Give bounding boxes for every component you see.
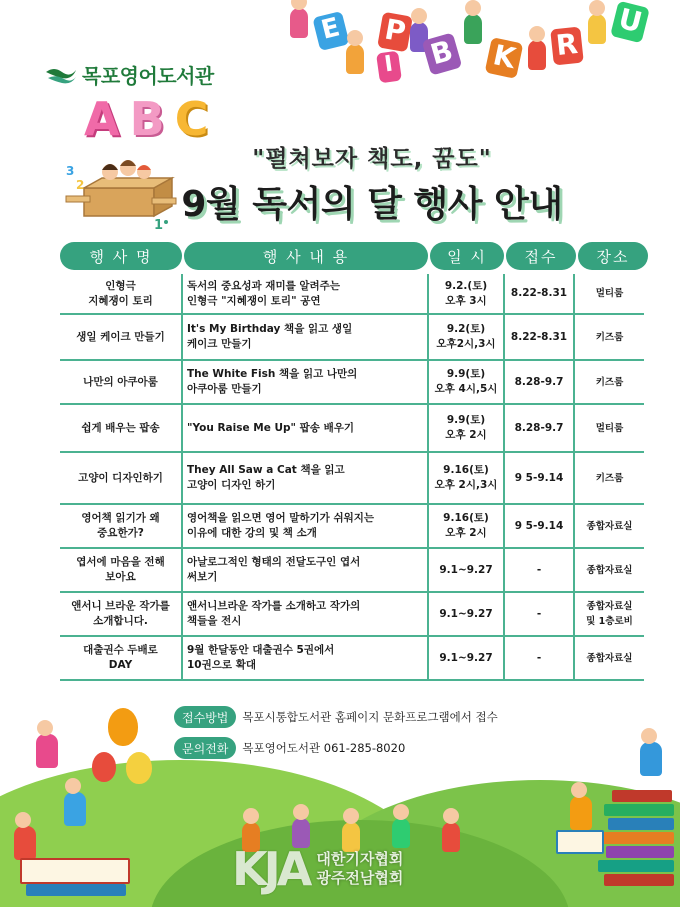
- balloon: [108, 708, 138, 746]
- header-event-name: 행 사 명: [60, 242, 182, 270]
- library-name: 목포영어도서관: [82, 64, 214, 88]
- register-text: 목포시통합도서관 홈페이지 문화프로그램에서 접수: [242, 710, 498, 724]
- table-row: [60, 452, 644, 504]
- event-name: 나만의 아쿠아룸: [60, 360, 182, 404]
- event-registration: 9 5-9.14: [504, 504, 574, 548]
- letter-e: E: [312, 11, 349, 51]
- book: [612, 790, 672, 802]
- event-place: 멀티룸: [574, 404, 644, 452]
- table-header: [60, 242, 644, 270]
- book: [606, 846, 674, 858]
- open-book: [556, 830, 604, 854]
- plane-number-3: 3: [66, 164, 75, 178]
- letter-b: B: [129, 92, 165, 146]
- event-table-body: [60, 274, 644, 681]
- watermark-line-1: 대한기자협회: [316, 850, 404, 868]
- kid-figure: [528, 40, 546, 70]
- kid-figure: [346, 44, 364, 74]
- letter-c: C: [174, 92, 209, 146]
- event-content: It's My Birthday 책을 읽고 생일 케이크 만들기: [182, 314, 428, 360]
- phone-label: 문의전화: [174, 737, 236, 759]
- letter-b: B: [422, 32, 463, 75]
- event-place: 종합자료실: [574, 548, 644, 592]
- abc-balloons: [84, 92, 209, 146]
- kid-figure: [570, 796, 592, 830]
- library-logo-icon: [44, 64, 78, 86]
- watermark-logo: KJA: [232, 842, 309, 896]
- letter-a: A: [84, 92, 120, 146]
- plane-number-1: 1: [154, 218, 164, 233]
- kid-figure: [14, 826, 36, 860]
- event-content: "You Raise Me Up" 팝송 배우기: [182, 404, 428, 452]
- event-place: 종합자료실 및 1층로비: [574, 592, 644, 636]
- event-content: 독서의 중요성과 재미를 알려주는 인형극 "지혜쟁이 토리" 공연: [182, 274, 428, 314]
- event-content: 9월 한달동안 대출권수 5권에서 10권으로 확대: [182, 636, 428, 680]
- header-date: 일 시: [430, 242, 504, 270]
- kid-figure: [64, 792, 86, 826]
- book: [26, 884, 126, 896]
- kid-figure: [36, 734, 58, 768]
- kid-figure: [588, 14, 606, 44]
- register-info: [174, 706, 498, 728]
- letter-u: U: [610, 1, 650, 44]
- event-date: 9.2.(토) 오후 3시: [428, 274, 504, 314]
- event-date: 9.9(토) 오후 2시: [428, 404, 504, 452]
- event-content: 아날로그적인 형태의 전달도구인 엽서 써보기: [182, 548, 428, 592]
- book: [608, 818, 674, 830]
- event-name: 고양이 디자인하기: [60, 452, 182, 504]
- table-row: [60, 404, 644, 452]
- kid-figure: [464, 14, 482, 44]
- event-content: 영어책을 읽으면 영어 말하기가 쉬워지는 이유에 대한 강의 및 책 소개: [182, 504, 428, 548]
- header-registration: 접수: [506, 242, 576, 270]
- event-content: The White Fish 책을 읽고 나만의 아쿠아룸 만들기: [182, 360, 428, 404]
- slogan: "펼쳐보자 책도, 꿈도": [252, 146, 492, 172]
- book: [604, 804, 674, 816]
- header-place: 장소: [578, 242, 648, 270]
- kid-figure: [290, 8, 308, 38]
- table-row: [60, 636, 644, 680]
- event-name: 인형극 지혜쟁이 토리: [60, 274, 182, 314]
- event-place: 키즈룸: [574, 360, 644, 404]
- phone-text: 목포영어도서관 061-285-8020: [242, 741, 406, 755]
- event-date: 9.9(토) 오후 4시,5시: [428, 360, 504, 404]
- event-name: 쉽게 배우는 팝송: [60, 404, 182, 452]
- table-row: [60, 274, 644, 314]
- balloon: [92, 752, 116, 782]
- table-row: [60, 314, 644, 360]
- event-registration: 8.22-8.31: [504, 314, 574, 360]
- event-registration: -: [504, 636, 574, 680]
- event-content: 앤서니브라운 작가를 소개하고 작가의 책들을 전시: [182, 592, 428, 636]
- table-row: [60, 360, 644, 404]
- table-row: [60, 504, 644, 548]
- event-date: 9.16(토) 오후 2시: [428, 504, 504, 548]
- event-name: 영어책 읽기가 왜 중요한가?: [60, 504, 182, 548]
- event-name: 엽서에 마음을 전해 보아요: [60, 548, 182, 592]
- register-label: 접수방법: [174, 706, 236, 728]
- event-place: 종합자료실: [574, 504, 644, 548]
- book: [604, 874, 674, 886]
- letter-i: I: [376, 51, 402, 84]
- letter-r: R: [550, 27, 584, 66]
- kid-figure: [442, 822, 460, 852]
- event-registration: 8.28-9.7: [504, 404, 574, 452]
- event-date: 9.16(토) 오후 2시,3시: [428, 452, 504, 504]
- header-event-content: 행 사 내 용: [184, 242, 428, 270]
- library-logo: [44, 60, 214, 89]
- event-registration: -: [504, 548, 574, 592]
- event-date: 9.1~9.27: [428, 548, 504, 592]
- event-registration: 8.28-9.7: [504, 360, 574, 404]
- event-content: They All Saw a Cat 책을 읽고 고양이 디자인 하기: [182, 452, 428, 504]
- event-date: 9.1~9.27: [428, 592, 504, 636]
- balloon: [126, 752, 152, 784]
- book: [598, 860, 674, 872]
- letter-p: P: [377, 12, 413, 53]
- book: [600, 832, 674, 844]
- event-registration: 9 5-9.14: [504, 452, 574, 504]
- table-row: [60, 548, 644, 592]
- press-watermark: [232, 842, 403, 896]
- event-date: 9.2(토) 오후2시,3시: [428, 314, 504, 360]
- event-name: 대출권수 두배로 DAY: [60, 636, 182, 680]
- event-registration: -: [504, 592, 574, 636]
- kid-figure: [640, 742, 662, 776]
- open-book: [20, 858, 130, 884]
- event-place: 종합자료실: [574, 636, 644, 680]
- phone-info: [174, 737, 405, 759]
- page-title: 9월 독서의 달 행사 안내: [181, 184, 563, 225]
- event-table: [60, 242, 644, 681]
- event-date: 9.1~9.27: [428, 636, 504, 680]
- event-place: 멀티룸: [574, 274, 644, 314]
- event-name: 생일 케이크 만들기: [60, 314, 182, 360]
- event-place: 키즈룸: [574, 452, 644, 504]
- table-row: [60, 592, 644, 636]
- event-place: 키즈룸: [574, 314, 644, 360]
- letter-k: K: [485, 37, 524, 79]
- event-name: 앤서니 브라운 작가를 소개합니다.: [60, 592, 182, 636]
- event-registration: 8.22-8.31: [504, 274, 574, 314]
- plane-number-2: 2: [76, 178, 85, 192]
- watermark-line-2: 광주전남협회: [316, 869, 404, 887]
